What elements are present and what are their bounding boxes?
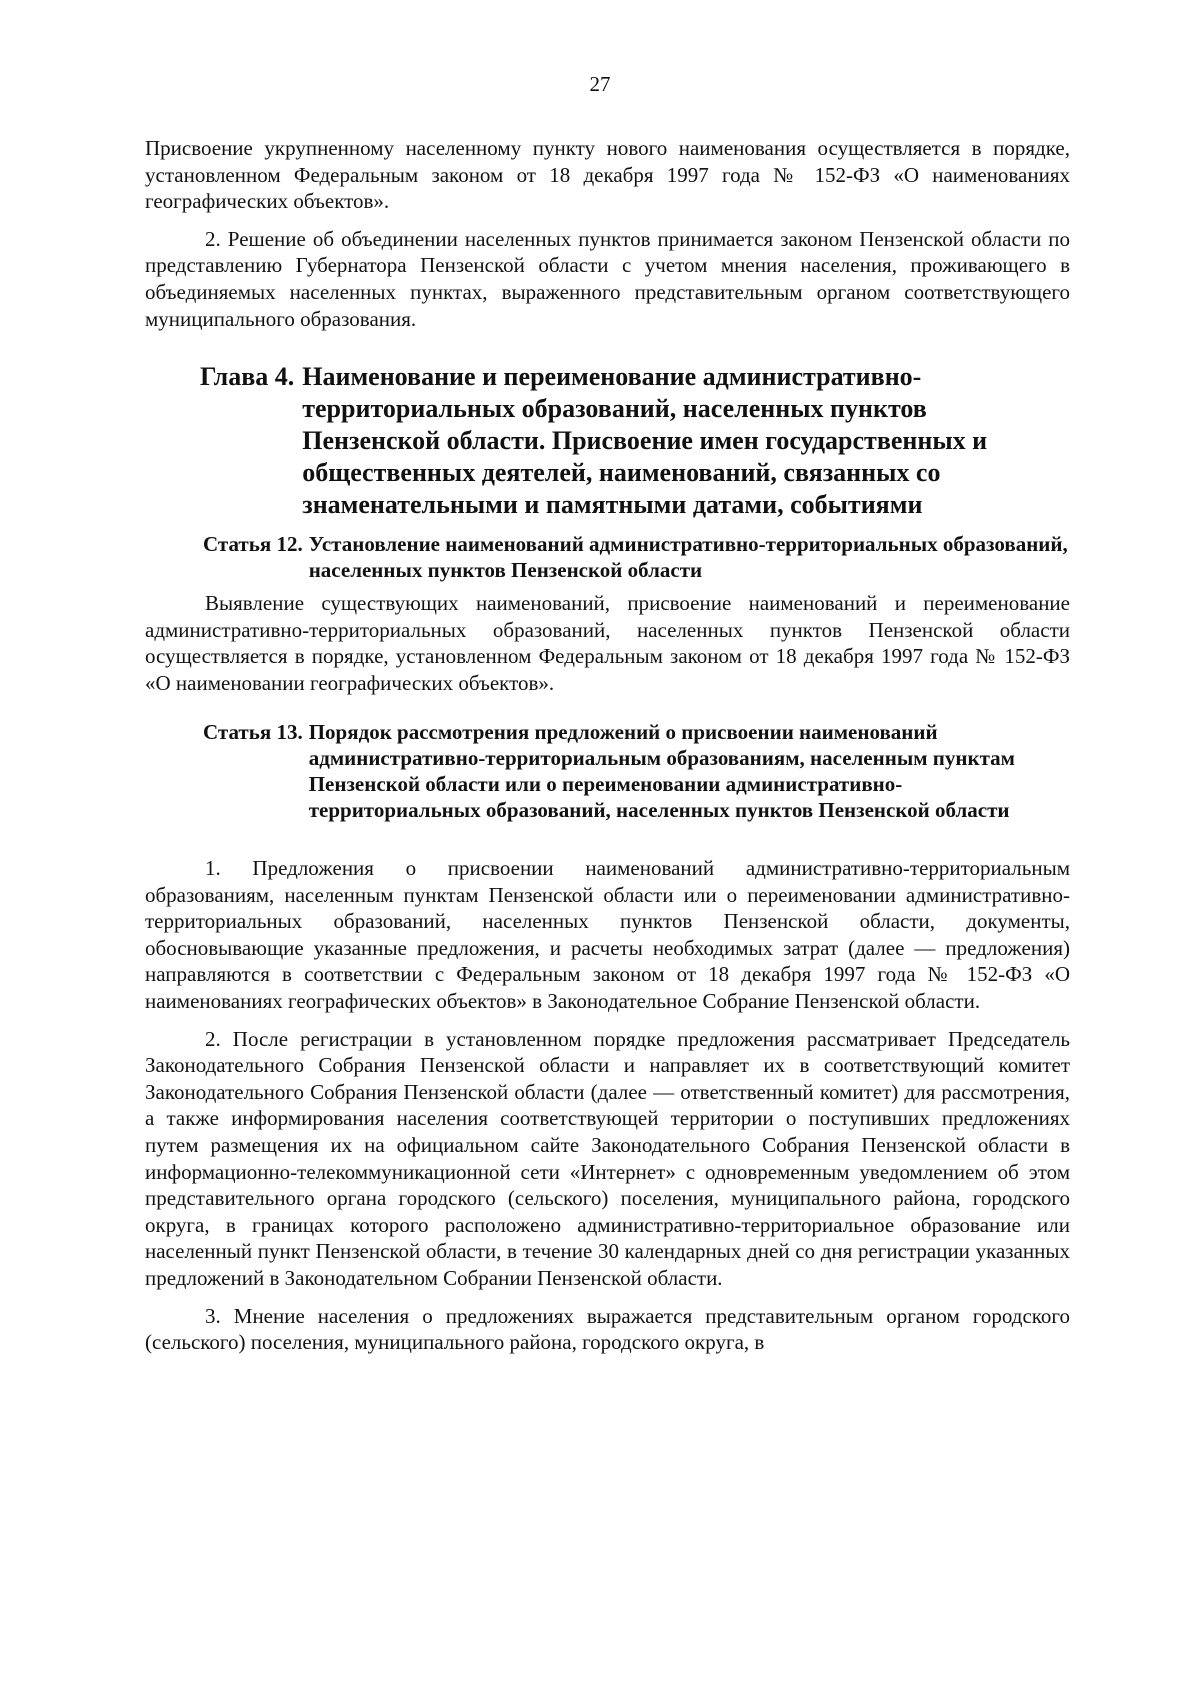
paragraph-intro-2: 2. Решение об объединении населенных пунктов принимается законом Пензенской области по представлению Губернатора Пензенской области с учетом мнения населения, проживающего в объединяемых населенных пунктах, выраженного представительным органом соответствующего муниципального образования.: [145, 226, 1070, 331]
article-12-label: Статья 12.: [203, 532, 303, 556]
paragraph-intro-1: Присвоение укрупненному населенному пункту нового наименования осуществляется в порядке, установленном Федеральным законом от 18 декабря 1997 года № 152-ФЗ «О наименованиях географических объектов».: [145, 136, 1070, 214]
intro-section: [145, 135, 1070, 332]
article-13-paragraph-3: 3. Мнение населения о предложениях выражается представительным органом городского (сельского) поселения, муниципального района, городского округа, в: [145, 1303, 1070, 1355]
chapter-title: Наименование и переименование административно-территориальных образований, населенных пунктов Пензенской области. Присвоение имен государственных и общественных деятелей, наименований, связанных со знаменательными и памятными датами, событиями: [302, 362, 988, 519]
article-12-paragraph-1: Выявление существующих наименований, присвоение наименований и переименование административно-территориальных образований, населенных пунктов Пензенской области осуществляется в порядке, установленном Федеральным законом от 18 декабря 1997 года № 152-ФЗ «О наименовании географических объектов».: [145, 591, 1070, 695]
article-13-paragraph-1: 1. Предложения о присвоении наименований административно-территориальным образованиям, населенным пунктам Пензенской области или о переименовании административно-территориальных образований, населенных пунктов Пензенской области, документы, обосновывающие указанные предложения, и расчеты необходимых затрат (далее — предложения) направляются в соответствии с Федеральным законом от 18 декабря 1997 года № 152-ФЗ «О наименованиях географических объектов» в Законодательное Собрание Пензенской области.: [145, 856, 1070, 1013]
chapter-label: Глава 4.: [200, 362, 295, 391]
article-13-paragraph-2: 2. После регистрации в установленном порядке предложения рассматривает Председатель Законодательного Собрания Пензенской области и направляет их в соответствующий комитет Законодательного Собрания Пензенской области (далее — ответственный комитет) для рассмотрения, а также информирования населения соответствующей территории о поступивших предложениях путем размещения их на официальном сайте Законодательного Собрания Пензенской области в информационно-телекоммуникационной сети «Интернет» с одновременным уведомлением об этом представительного органа городского (сельского) поселения, муниципального района, городского округа, в границах которого расположено административно-территориальное образование или населенный пункт Пензенской области, в течение 30 календарных дней со дня регистрации указанных предложений в Законодательном Собрании Пензенской области.: [145, 1026, 1070, 1290]
article-12-heading: [203, 531, 1070, 583]
article-13-title: Порядок рассмотрения предложений о присвоении наименований административно-территориальным образованиям, населенным пунктам Пензенской области или о переименовании административно-территориальных образований, населенных пунктов Пензенской области: [308, 720, 1015, 822]
article-12-body: [145, 590, 1070, 696]
article-13-label: Статья 13.: [203, 720, 303, 744]
page-number: 27: [589, 72, 611, 96]
chapter-4-heading: [200, 361, 1060, 521]
article-12-title: Установление наименований административно-территориальных образований, населенных пунктов Пензенской области: [308, 532, 1068, 582]
article-13-heading: [203, 719, 1070, 823]
article-13-body: [145, 855, 1070, 1356]
